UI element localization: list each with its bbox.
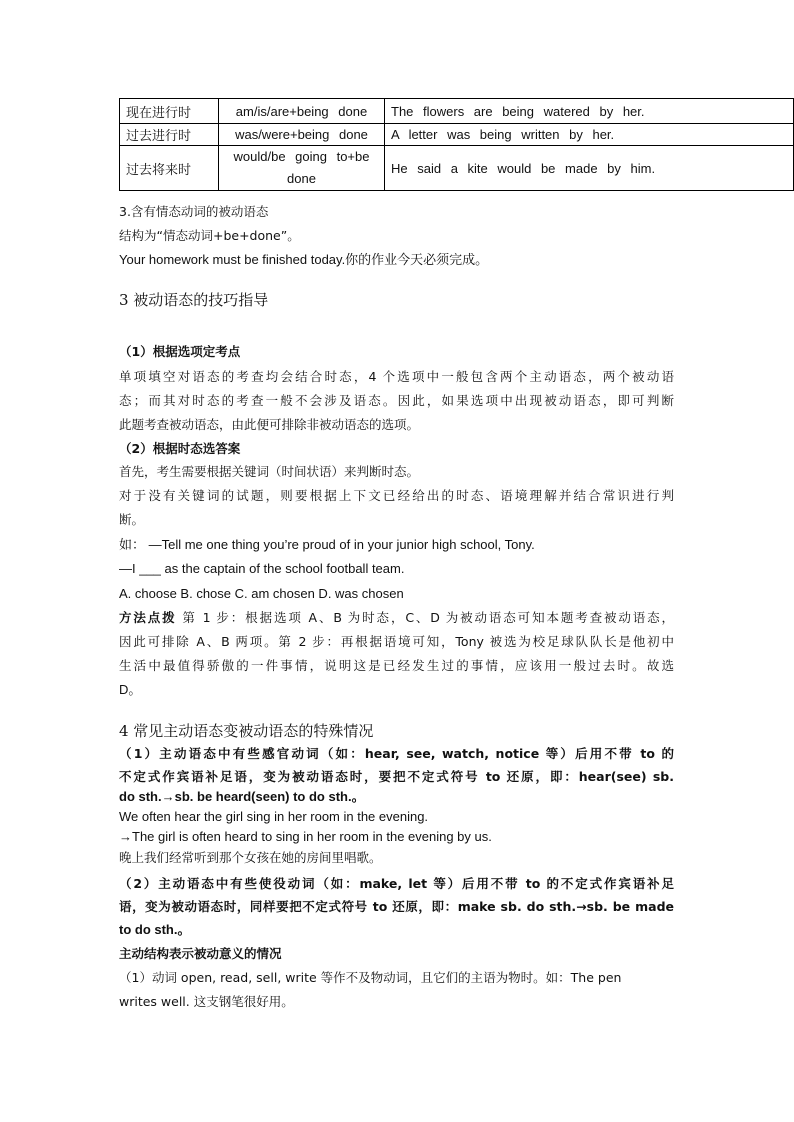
tense-cell: 过去将来时 bbox=[120, 146, 219, 191]
sub1-line: 态；而其对时态的考查一般不会涉及语态。因此，如果选项中出现被动语态，即可判断 bbox=[119, 393, 674, 408]
answer-options: A. choose B. chose C. am chosen D. was chosen bbox=[119, 586, 404, 601]
sub2-title: （2）根据时态选答案 bbox=[119, 441, 241, 456]
example-cell: He said a kite would be made by him. bbox=[385, 146, 794, 191]
tip-text: 第 1 步：根据选项 A、B 为时态，C、D 为被动语态可知本题考查被动语态， bbox=[176, 610, 674, 625]
modal-structure: 结构为“情态动词+be+done”。 bbox=[119, 228, 300, 243]
p1-line: do sth.→sb. be heard(seen) to do sth.。 bbox=[119, 789, 365, 804]
p1-line: （1）主动语态中有些感官动词（如：hear, see, watch, notice 等）后用不带 to 的 bbox=[119, 746, 674, 761]
structure-line: done bbox=[287, 171, 316, 186]
example-cell: The flowers are being watered by her. bbox=[385, 99, 794, 124]
section-4-title: 4 常见主动语态变被动语态的特殊情况 bbox=[119, 722, 374, 740]
passive-tense-table bbox=[119, 98, 794, 191]
p3-title: 主动结构表示被动意义的情况 bbox=[119, 946, 282, 961]
modal-heading: 3.含有情态动词的被动语态 bbox=[119, 204, 269, 219]
sub2-line: 对于没有关键词的试题，则要根据上下文已经给出的时态、语境理解并结合常识进行判 bbox=[119, 488, 674, 503]
p1-line: 不定式作宾语补足语，变为被动语态时，要把不定式符号 to 还原，即：hear(see) sb. bbox=[119, 769, 674, 784]
structure-line: would/be going to+be bbox=[233, 149, 370, 164]
structure-cell: was/were+being done bbox=[219, 124, 385, 146]
example-translation: 晚上我们经常听到那个女孩在她的房间里唱歌。 bbox=[119, 850, 382, 865]
section-3-title: 3 被动语态的技巧指导 bbox=[119, 291, 269, 309]
table-row bbox=[120, 146, 794, 191]
p2-line: to do sth.。 bbox=[119, 922, 191, 937]
table-row bbox=[120, 124, 794, 146]
modal-example: Your homework must be finished today.你的作业今天必须完成。 bbox=[119, 252, 489, 267]
table-row bbox=[120, 99, 794, 124]
sub2-line: 首先，考生需要根据关键词（时间状语）来判断时态。 bbox=[119, 464, 420, 479]
example-sentence: →The girl is often heard to sing in her room in the evening by us. bbox=[119, 829, 492, 844]
tip-line: 因此可排除 A、B 两项。第 2 步：再根据语境可知，Tony 被选为校足球队队长是他初中 bbox=[119, 634, 674, 649]
tip-line: 生活中最值得骄傲的一件事情，说明这是已经发生过的事情，应该用一般过去时。故选 bbox=[119, 658, 674, 673]
example-question: —I ___ as the captain of the school football team. bbox=[119, 561, 405, 576]
tense-cell: 过去进行时 bbox=[120, 124, 219, 146]
sub1-line: 单项填空对语态的考查均会结合时态，4 个选项中一般包含两个主动语态，两个被动语 bbox=[119, 369, 674, 384]
example-sentence: We often hear the girl sing in her room in the evening. bbox=[119, 809, 429, 824]
tip-line bbox=[119, 609, 674, 627]
sub1-title: （1）根据选项定考点 bbox=[119, 344, 241, 359]
tense-cell: 现在进行时 bbox=[120, 99, 219, 124]
tip-label: 方法点拨 bbox=[119, 610, 177, 625]
p3-line: （1）动词 open, read, sell, write 等作不及物动词，且它们的主语为物时。如：The pen bbox=[119, 970, 622, 985]
sub1-line: 此题考查被动语态，由此便可排除非被动语态的选项。 bbox=[119, 417, 420, 432]
example-cell: A letter was being written by her. bbox=[385, 124, 794, 146]
structure-cell: am/is/are+being done bbox=[219, 99, 385, 124]
p3-line: writes well. 这支钢笔很好用。 bbox=[119, 994, 294, 1009]
sub2-line: 断。 bbox=[119, 512, 145, 527]
structure-cell bbox=[219, 146, 385, 191]
example-question: 如： —Tell me one thing you’re proud of in your junior high school, Tony. bbox=[119, 537, 535, 552]
tip-line: D。 bbox=[119, 682, 142, 697]
p2-line: 语，变为被动语态时，同样要把不定式符号 to 还原，即：make sb. do sth.→sb. be made bbox=[119, 899, 674, 914]
p2-line: （2）主动语态中有些使役动词（如：make, let 等）后用不带 to 的不定式作宾语补足 bbox=[119, 876, 674, 891]
